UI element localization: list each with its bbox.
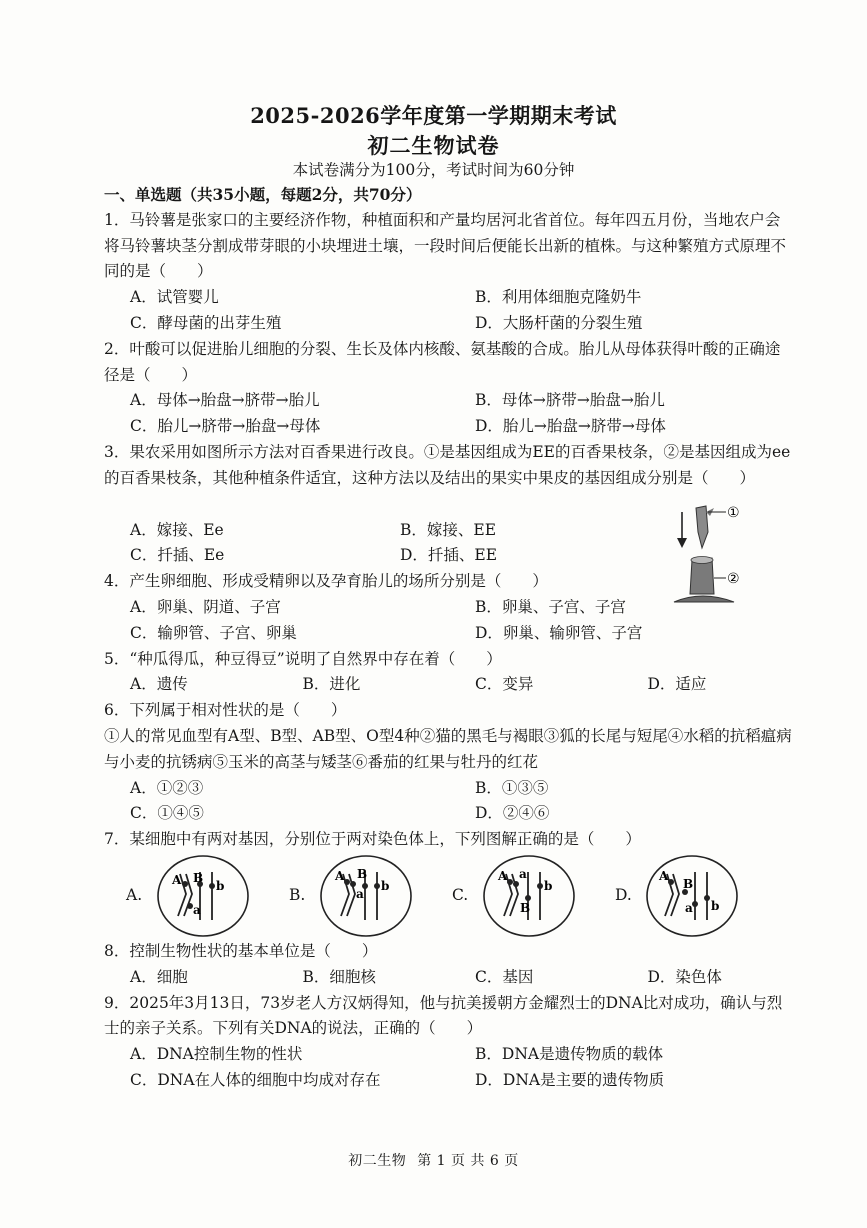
question-stem: 8．控制生物性状的基本单位是（ ） xyxy=(104,941,378,960)
svg-text:B: B xyxy=(193,870,204,885)
question-stem: 2．叶酸可以促进胎儿细胞的分裂、生长及体内核酸、氨基酸的合成。胎儿从母体获得叶酸的正确途径是（ ） xyxy=(104,339,781,384)
option: A．嫁接、Ee xyxy=(130,520,224,539)
chromosome-options xyxy=(104,853,794,939)
svg-text:B: B xyxy=(520,900,531,915)
option-label: D. xyxy=(615,886,632,905)
question-stem: 3．果农采用如图所示方法对百香果进行改良。①是基因组成为EE的百香果枝条，②是基因组成为ee的百香果枝条，其他种植条件适宜，这种方法以及结出的果实中果皮的基因组成分别是（ ） xyxy=(104,442,791,487)
svg-text:a: a xyxy=(685,900,693,915)
svg-text:a: a xyxy=(193,902,201,917)
svg-text:A: A xyxy=(659,868,669,883)
chromosome-diagram-c xyxy=(482,854,576,938)
option: A．遗传 xyxy=(130,675,188,694)
option: B．利用体细胞克隆奶牛 xyxy=(475,288,642,307)
grafting-figure xyxy=(664,502,774,612)
exam-note: 本试卷满分为100分，考试时间为60分钟 xyxy=(292,161,575,179)
svg-text:B: B xyxy=(683,876,694,891)
chromosome-option-b xyxy=(289,854,452,938)
option: C．胎儿→脐带→胎盘→母体 xyxy=(130,417,321,436)
chromosome-option-c xyxy=(452,854,615,938)
option-list xyxy=(104,1042,794,1094)
option-list xyxy=(104,672,794,698)
option-list xyxy=(104,388,794,440)
option: D．扦插、EE xyxy=(400,546,498,565)
option-label: B. xyxy=(289,886,306,905)
svg-text:a: a xyxy=(519,866,527,881)
question-stem: 9．2025年3月13日，73岁老人方汉炳得知，他与抗美援朝方金耀烈士的DNA比对成功，确认与烈士的亲子关系。下列有关DNA的说法，正确的（ ） xyxy=(104,993,783,1038)
option: A．细胞 xyxy=(130,967,188,986)
svg-text:A: A xyxy=(335,868,345,883)
option: D．DNA是主要的遗传物质 xyxy=(475,1070,665,1089)
question-stem: 1．马铃薯是张家口的主要经济作物，种植面积和产量均居河北省首位。每年四五月份，当地农户会将马铃薯块茎分割成带芽眼的小块埋进土壤，一段时间后便能长出新的植株。与这种繁殖方式原理不同的是（ ） xyxy=(104,210,787,281)
figure-label-1: ① xyxy=(727,504,740,521)
section-heading: 一、单选题（共35小题，每题2分，共70分） xyxy=(104,185,422,204)
option: A．DNA控制生物的性状 xyxy=(130,1045,303,1064)
option: C．DNA在人体的细胞中均成对存在 xyxy=(130,1070,381,1089)
svg-text:A: A xyxy=(498,868,508,883)
option: C．变异 xyxy=(475,675,534,694)
option: A．试管婴儿 xyxy=(130,288,219,307)
option: B．进化 xyxy=(302,675,361,694)
chromosome-option-d xyxy=(615,854,778,938)
option-list xyxy=(104,776,794,828)
option: D．适应 xyxy=(647,675,707,694)
option-list xyxy=(104,518,644,570)
option: B．DNA是遗传物质的载体 xyxy=(475,1045,664,1064)
figure-label-2: ② xyxy=(727,570,740,587)
chromosome-diagram-a xyxy=(156,854,250,938)
chromosome-diagram-d xyxy=(645,854,739,938)
option-list xyxy=(104,965,794,991)
option: B．卵巢、子宫、子宫 xyxy=(475,597,626,616)
option: B．母体→脐带→胎盘→胎儿 xyxy=(475,391,665,410)
option-label: A. xyxy=(126,886,143,905)
svg-text:b: b xyxy=(381,878,390,893)
option: B．嫁接、EE xyxy=(400,520,497,539)
svg-text:b: b xyxy=(216,878,225,893)
option: C．①④⑤ xyxy=(130,804,204,823)
question-detail: ①人的常见血型有A型、B型、AB型、O型4种②猫的黑毛与褐眼③狐的长尾与短尾④水稻的抗稻瘟病与小麦的抗锈病⑤玉米的高茎与矮茎⑥番茄的红果与牡丹的红花 xyxy=(104,726,792,771)
question-stem: 6．下列属于相对性状的是（ ） xyxy=(104,701,347,720)
question-list xyxy=(104,182,794,1094)
option: C．酵母菌的出芽生殖 xyxy=(130,313,282,332)
option: B．①③⑤ xyxy=(475,778,549,797)
option: D．大肠杆菌的分裂生殖 xyxy=(475,313,643,332)
svg-text:b: b xyxy=(544,878,553,893)
svg-text:b: b xyxy=(711,898,720,913)
question-stem: 4．产生卵细胞、形成受精卵以及孕育胎儿的场所分别是（ ） xyxy=(104,572,548,591)
page-footer xyxy=(0,1150,867,1170)
svg-text:B: B xyxy=(357,866,368,881)
option: A．①②③ xyxy=(130,778,204,797)
question-stem: 7．某细胞中有两对基因，分别位于两对染色体上，下列图解正确的是（ ） xyxy=(104,830,641,849)
exam-title: 2025-2026学年度第一学期期末考试 xyxy=(250,103,617,128)
option: C．基因 xyxy=(475,967,534,986)
option: D．②④⑥ xyxy=(475,804,550,823)
option: C．输卵管、子宫、卵巢 xyxy=(130,623,297,642)
svg-text:A: A xyxy=(172,872,182,887)
footer-page-number: 第 1 页 共 6 页 xyxy=(417,1153,519,1169)
option: A．卵巢、阴道、子宫 xyxy=(130,597,281,616)
chromosome-diagram-b xyxy=(319,854,413,938)
option-label: C. xyxy=(452,886,469,905)
footer-subject: 初二生物 xyxy=(348,1153,407,1169)
option: D．染色体 xyxy=(647,967,722,986)
exam-subtitle: 初二生物试卷 xyxy=(367,133,500,158)
option-list xyxy=(104,285,794,337)
option: B．细胞核 xyxy=(302,967,376,986)
option: A．母体→胎盘→脐带→胎儿 xyxy=(130,391,320,410)
svg-text:a: a xyxy=(356,886,364,901)
option: D．胎儿→胎盘→脐带→母体 xyxy=(475,417,666,436)
option: C．扦插、Ee xyxy=(130,546,225,565)
option: D．卵巢、输卵管、子宫 xyxy=(475,623,643,642)
chromosome-option-a xyxy=(126,854,289,938)
question-stem: 5．“种瓜得瓜，种豆得豆”说明了自然界中存在着（ ） xyxy=(104,649,502,668)
